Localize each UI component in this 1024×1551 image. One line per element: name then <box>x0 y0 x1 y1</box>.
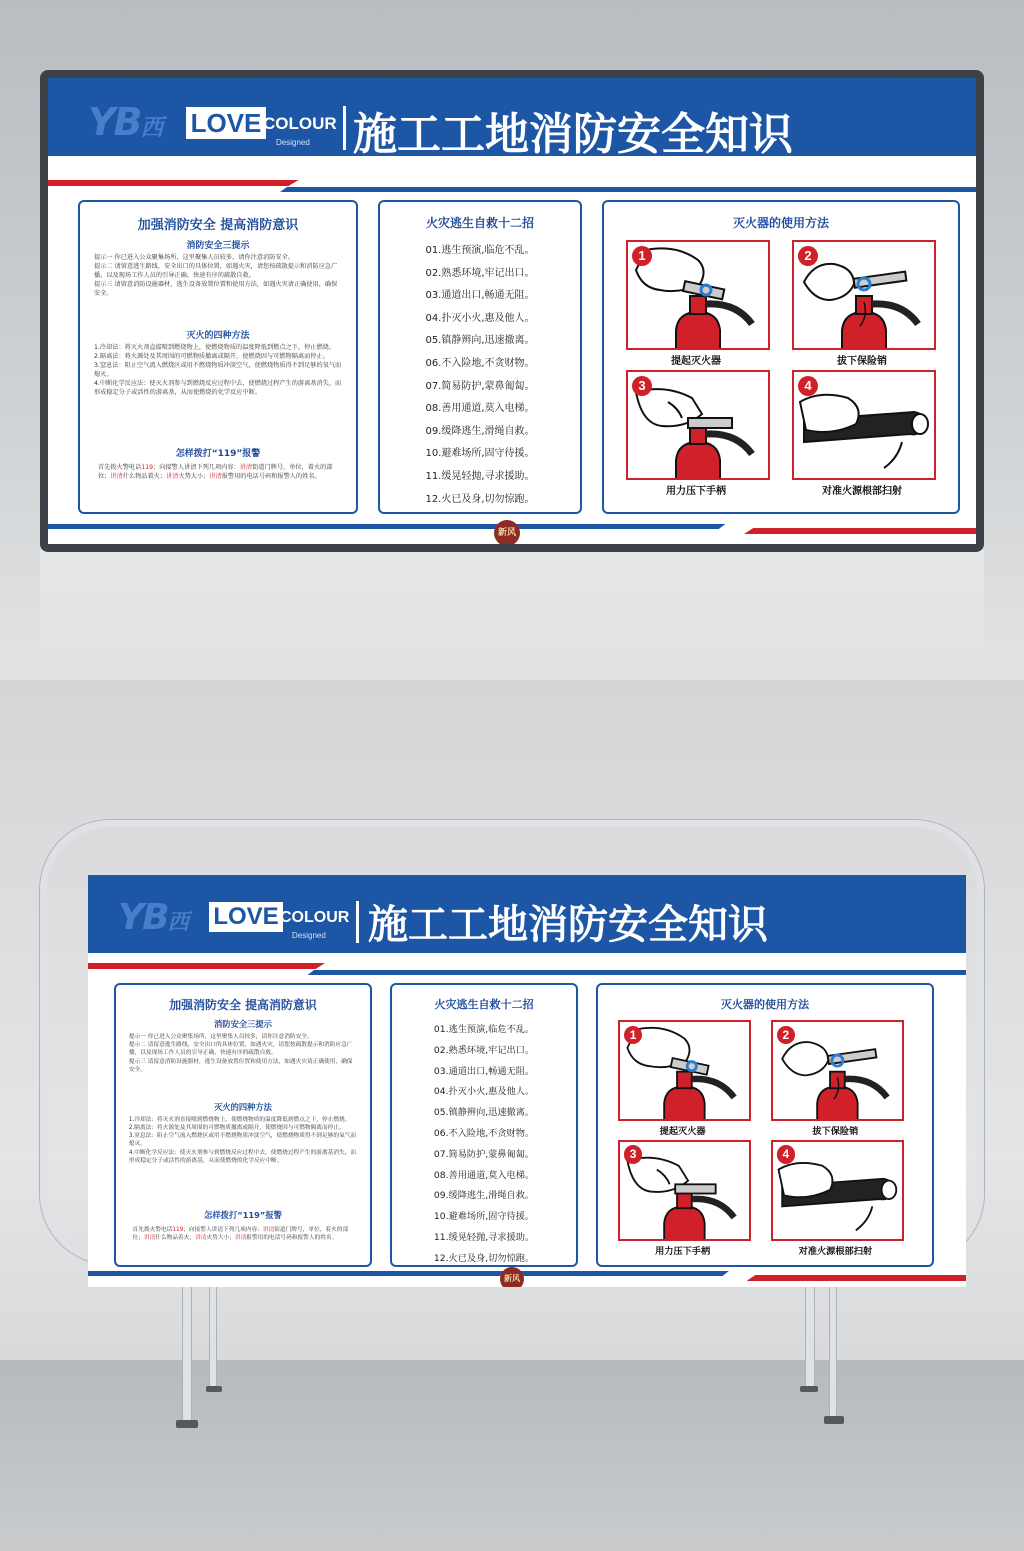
tip-item: 提示三 请留意消防设施器材，逃生设备放置位置和使用方法，如遇火灾请正确使用，确保安全。 <box>128 1058 353 1073</box>
section-title-methods: 灭火的四种方法 <box>186 331 250 341</box>
brand-seal: 新风 <box>500 1267 524 1287</box>
poster-board-top <box>48 78 976 544</box>
extinguisher-step-3 <box>626 370 770 480</box>
escape-item: 09.缓降逃生,滑绳自救。 <box>425 425 535 437</box>
extinguisher-step-label: 用力压下手柄 <box>666 486 726 497</box>
brand-logo-yb: YB西 <box>88 100 162 144</box>
escape-item: 07.简易防护,蒙鼻匍匐。 <box>433 1148 535 1160</box>
floor <box>0 1360 1024 1551</box>
decor-stripe-blue <box>88 1271 729 1276</box>
extinguisher-step-label: 拔下保险销 <box>837 356 887 367</box>
page-title: 施工工地消防安全知识 <box>353 109 793 160</box>
extinguisher-step-label: 对准火源根部扫射 <box>822 486 902 497</box>
brand-logo-colour: COLOUR <box>280 909 350 926</box>
tip-item: 提示三 请留意消防设施器材，逃生设备放置位置和使用方法，如遇火灾请正确使用，确保安全。 <box>94 280 338 297</box>
brand-logo-love: LOVE <box>206 899 286 935</box>
tip-item: 提示二 请留意逃生路线，安全出口的具体位置，如遇火灾，请您按疏散提示和消防应急广播，以及现场工作人员的引导正确、快速有序的疏散自救。 <box>128 1042 353 1057</box>
escape-item: 03.通道出口,畅通无阻。 <box>433 1065 535 1077</box>
brand-logo-colour: COLOUR <box>263 114 337 133</box>
stand-foot <box>206 1386 222 1392</box>
step-number-badge: 2 <box>798 246 818 266</box>
escape-list <box>392 1020 576 1270</box>
escape-item: 10.避难场所,固守待援。 <box>425 448 535 460</box>
tips-list <box>129 1033 357 1074</box>
brand-logo-subtext: Designed <box>276 138 310 147</box>
extinguisher-step-3 <box>618 1140 751 1242</box>
methods-list <box>94 344 342 398</box>
step-number-badge: 4 <box>777 1145 795 1163</box>
step-number-badge: 3 <box>632 376 652 396</box>
section-title-methods: 灭火的四种方法 <box>214 1101 272 1112</box>
escape-item: 03.通道出口,畅通无阻。 <box>425 290 535 302</box>
stand-foot <box>824 1416 844 1424</box>
panel-title: 加强消防安全 提高消防意识 <box>169 998 317 1013</box>
panel-safety-awareness <box>78 200 358 514</box>
extinguisher-step-label: 对准火源根部扫射 <box>798 1245 873 1257</box>
brand-logo-love: LOVE <box>183 104 269 142</box>
escape-item: 05.镇静辨向,迅速撤离。 <box>433 1107 535 1119</box>
decor-stripe-red <box>744 528 976 534</box>
method-item: 3.窒息法：阻止空气流入燃烧区或用不燃烧物质冲淡空气，使燃烧物质得不到足够的氧气而熄灭。 <box>94 361 342 378</box>
escape-item: 08.善用通道,莫入电梯。 <box>433 1169 535 1181</box>
panel-escape-tips <box>390 983 578 1267</box>
escape-item: 08.善用通道,莫入电梯。 <box>425 403 535 415</box>
escape-item: 11.缓晃轻抛,寻求援助。 <box>433 1231 535 1243</box>
method-item: 3.窒息法：阻止空气流入燃烧区或用不燃烧物质冲淡空气，使燃烧物质得不到足够的氧气而熄灭。 <box>128 1133 357 1148</box>
escape-item: 07.简易防护,蒙鼻匍匐。 <box>425 380 535 392</box>
panel-extinguisher-usage <box>602 200 960 514</box>
panel-title: 火灾逃生自救十二招 <box>434 998 534 1012</box>
escape-item: 12.火已及身,切勿惊跑。 <box>425 493 535 505</box>
section-title-119: 怎样拨打“119”报警 <box>204 1210 282 1221</box>
escape-list <box>380 240 580 511</box>
decor-stripe-blue <box>48 524 725 529</box>
stand-foot <box>800 1386 818 1392</box>
escape-item: 06.不入险地,不贪财物。 <box>433 1127 535 1139</box>
extinguisher-step-1 <box>626 240 770 350</box>
escape-item: 09.缓降逃生,滑绳自救。 <box>433 1190 535 1202</box>
escape-item: 10.避难场所,固守待援。 <box>433 1211 535 1223</box>
extinguisher-step-4 <box>771 1140 904 1242</box>
board-reflection <box>40 550 984 670</box>
call-119-instructions: 首先拨火警电话119；向接警人讲清下列几项内容：讲清街道门牌号，单位，着火的部位；讲清什么物品着火；讲清火势大小；讲清报警用的电话号码和报警人的姓名。 <box>132 1227 349 1242</box>
escape-item: 01.逃生预演,临危不乱。 <box>425 245 535 256</box>
stand-foot <box>176 1420 198 1428</box>
panel-title: 灭火器的使用方法 <box>732 216 829 230</box>
method-item: 2.隔离法：将火源处及其周围的可燃物质撤离或隔开，使燃烧因与可燃物隔离而停止。 <box>128 1124 345 1131</box>
escape-item: 11.缓晃轻抛,寻求援助。 <box>425 470 535 482</box>
step-number-badge: 4 <box>798 376 818 396</box>
section-title-119: 怎样拨打“119”报警 <box>175 449 261 459</box>
escape-item: 06.不入险地,不贪财物。 <box>425 357 535 369</box>
method-item: 4.中断化学反应法：使灭火剂参与到燃烧反应过程中去，使燃烧过程产生的游离基消失，而形成稳定分子或活性的游离基，从而使燃烧的化学反应中断。 <box>94 379 342 396</box>
panel-extinguisher-usage <box>596 983 934 1267</box>
panel-title: 灭火器的使用方法 <box>720 998 810 1012</box>
escape-item: 12.火已及身,切勿惊跑。 <box>433 1252 535 1264</box>
extinguisher-step-2 <box>792 240 936 350</box>
tip-item: 提示一 你已进入公众聚集场所，这里聚集人员较多，请你注意消防安全。 <box>94 254 294 261</box>
extinguisher-step-label: 提起灭火器 <box>671 356 721 367</box>
step-number-badge: 2 <box>777 1026 795 1044</box>
brand-logo-yb: YB西 <box>118 897 188 938</box>
extinguisher-step-4 <box>792 370 936 480</box>
poster-board-bottom <box>88 875 966 1287</box>
step-number-badge: 1 <box>624 1026 642 1044</box>
method-item: 2.隔离法：将火源处及其周围的可燃物质撤离或隔开，使燃烧因与可燃物隔离而停止。 <box>94 352 329 360</box>
escape-item: 01.逃生预演,临危不乱。 <box>433 1023 535 1035</box>
escape-item: 02.熟悉环境,牢记出口。 <box>433 1044 535 1056</box>
method-item: 1.冷却法：将灭火剂直接喷到燃烧物上，使燃烧物质的温度降低到燃点之下，停止燃烧。 <box>128 1116 351 1123</box>
panel-escape-tips <box>378 200 582 514</box>
panel-title: 火灾逃生自救十二招 <box>425 216 534 230</box>
brand-logo-subtext: Designed <box>292 931 326 940</box>
panel-title: 加强消防安全 提高消防意识 <box>137 218 299 233</box>
decor-stripe-blue <box>280 187 976 192</box>
section-title-tips: 消防安全三提示 <box>214 1019 272 1030</box>
decor-stripe-red <box>48 180 299 186</box>
title-divider <box>343 106 346 150</box>
panel-safety-awareness <box>114 983 372 1267</box>
decor-stripe-blue <box>308 970 967 975</box>
escape-item: 02.熟悉环境,牢记出口。 <box>425 267 535 279</box>
method-item: 4.中断化学反应法：使灭火剂参与到燃烧反应过程中去，使燃烧过程产生的游离基消失，而形成稳定分子或活性的游离基，从而使燃烧的化学反应中断。 <box>128 1149 357 1164</box>
page-title: 施工工地消防安全知识 <box>368 902 768 948</box>
extinguisher-step-2 <box>771 1020 904 1122</box>
tips-list <box>94 254 342 299</box>
tip-item: 提示二 请留意逃生路线，安全出口的具体位置，如遇火灾，请您按疏散提示和消防应急广播，以及现场工作人员的引导正确、快速有序的疏散自救。 <box>94 262 338 279</box>
brand-seal: 新风 <box>494 520 520 544</box>
step-number-badge: 1 <box>632 246 652 266</box>
extinguisher-step-label: 提起灭火器 <box>659 1126 706 1137</box>
title-divider <box>356 901 359 943</box>
escape-item: 04.扑灭小火,惠及他人。 <box>425 312 535 324</box>
methods-list <box>129 1116 357 1166</box>
decor-stripe-red <box>747 1275 967 1281</box>
step-number-badge: 3 <box>624 1145 642 1163</box>
decor-stripe-red <box>88 963 325 969</box>
extinguisher-step-label: 用力压下手柄 <box>655 1245 711 1257</box>
tip-item: 提示一 你已进入公众聚集场所，这里聚集人员较多，请你注意消防安全。 <box>128 1033 313 1040</box>
escape-item: 04.扑灭小火,惠及他人。 <box>433 1086 535 1098</box>
call-119-instructions: 首先拨火警电话119；向接警人讲清下列几项内容：讲清街道门牌号，单位，着火的部位；讲清什么物品着火；讲清火势大小；讲清报警用的电话号码和报警人的姓名。 <box>98 464 333 480</box>
extinguisher-step-label: 拔下保险销 <box>812 1126 859 1137</box>
section-title-tips: 消防安全三提示 <box>186 241 250 251</box>
method-item: 1.冷却法：将灭火剂直接喷到燃烧物上，使燃烧物质的温度降低到燃点之下，停止燃烧。 <box>94 344 336 351</box>
extinguisher-step-1 <box>618 1020 751 1122</box>
escape-item: 05.镇静辨向,迅速撤离。 <box>425 335 535 347</box>
